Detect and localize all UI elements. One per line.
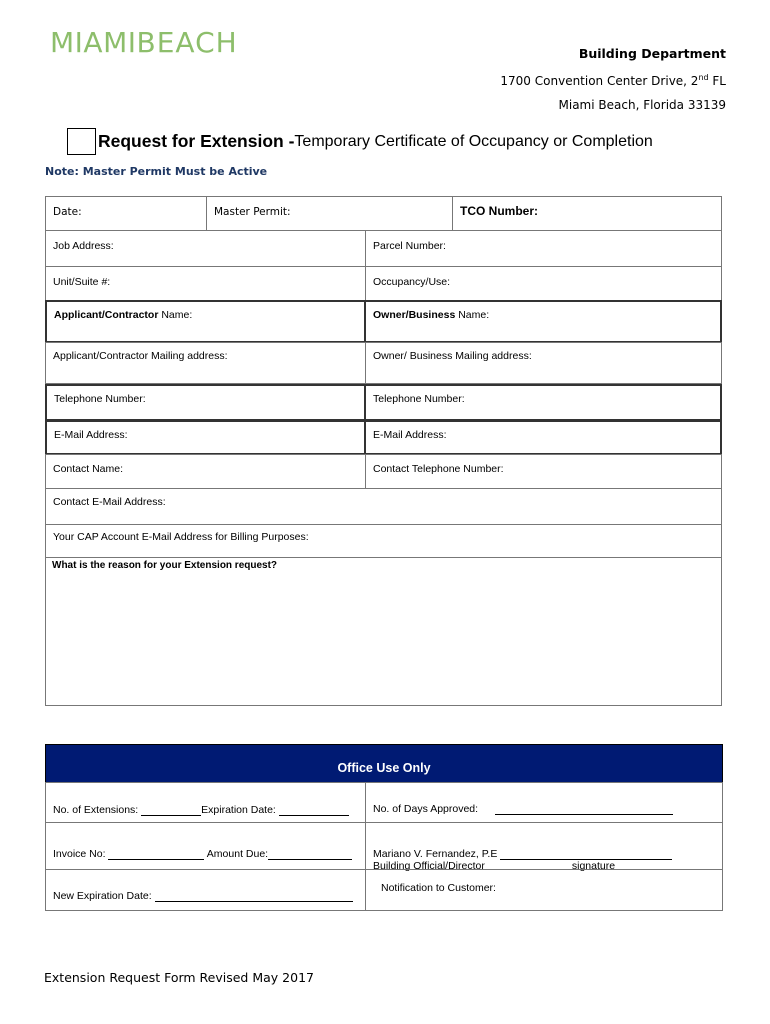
expiration-date-line bbox=[279, 805, 349, 816]
owner-email-label: E-Mail Address: bbox=[373, 429, 447, 441]
official-title: Building Official/Director bbox=[373, 860, 485, 872]
signature-line bbox=[500, 849, 672, 860]
owner-telephone-field[interactable] bbox=[364, 384, 722, 421]
reason-field[interactable] bbox=[45, 557, 722, 706]
tco-number-field[interactable] bbox=[452, 196, 722, 231]
applicant-name-label-rest: Name: bbox=[158, 309, 193, 321]
address-line-2: Miami Beach, Florida 33139 bbox=[558, 98, 726, 112]
unit-suite-field[interactable] bbox=[45, 266, 366, 301]
owner-mailing-label: Owner/ Business Mailing address: bbox=[373, 350, 532, 362]
applicant-email-label: E-Mail Address: bbox=[54, 429, 128, 441]
days-approved-field[interactable] bbox=[365, 782, 723, 823]
amount-due-label: Amount Due: bbox=[206, 848, 269, 860]
applicant-mailing-label: Applicant/Contractor Mailing address: bbox=[53, 350, 228, 362]
invoice-no-line bbox=[108, 849, 204, 860]
owner-name-label-bold: Owner/Business bbox=[373, 309, 456, 321]
date-field[interactable] bbox=[45, 196, 207, 231]
department-name: Building Department bbox=[578, 46, 726, 61]
address-line-1-text: 1700 Convention Center Drive, 2 bbox=[500, 74, 699, 88]
official-signature-field[interactable] bbox=[365, 822, 723, 870]
applicant-email-field[interactable] bbox=[45, 420, 366, 455]
master-permit-note: Note: Master Permit Must be Active bbox=[45, 165, 268, 178]
applicant-name-label-bold: Applicant/Contractor bbox=[54, 309, 159, 321]
days-approved-line bbox=[495, 804, 673, 815]
form-title-row bbox=[67, 128, 653, 155]
signature-label: signature bbox=[571, 860, 616, 872]
contact-telephone-field[interactable] bbox=[365, 454, 722, 489]
address-line-1-post: FL bbox=[708, 74, 726, 88]
master-permit-field[interactable] bbox=[206, 196, 453, 231]
reason-label: What is the reason for your Extension request? bbox=[52, 560, 278, 571]
contact-email-label: Contact E-Mail Address: bbox=[53, 496, 166, 508]
contact-name-field[interactable] bbox=[45, 454, 366, 489]
notification-label: Notification to Customer: bbox=[381, 882, 496, 894]
logo-miami: MIAMI bbox=[50, 26, 137, 59]
form-revision-footer: Extension Request Form Revised May 2017 bbox=[44, 970, 314, 985]
job-address-field[interactable] bbox=[45, 230, 366, 267]
address-line-1-sup: nd bbox=[698, 73, 709, 82]
applicant-telephone-label: Telephone Number: bbox=[54, 393, 146, 405]
invoice-no-label: Invoice No: bbox=[53, 848, 106, 860]
amount-due-line bbox=[268, 849, 352, 860]
master-permit-label: Master Permit: bbox=[214, 206, 291, 218]
days-approved-label: No. of Days Approved: bbox=[373, 803, 479, 815]
notification-field[interactable] bbox=[365, 869, 723, 911]
cap-email-field[interactable] bbox=[45, 524, 722, 558]
tco-number-label: TCO Number: bbox=[460, 204, 538, 218]
num-extensions-label: No. of Extensions: bbox=[53, 804, 139, 816]
department-address-block bbox=[500, 42, 726, 117]
miami-beach-logo bbox=[50, 26, 238, 59]
extension-request-checkbox[interactable] bbox=[67, 128, 96, 155]
applicant-name-field[interactable] bbox=[45, 300, 366, 343]
unit-suite-label: Unit/Suite #: bbox=[53, 276, 111, 288]
occupancy-use-label: Occupancy/Use: bbox=[373, 276, 451, 288]
contact-name-label: Contact Name: bbox=[53, 463, 124, 475]
job-address-label: Job Address: bbox=[53, 240, 114, 252]
official-name-row bbox=[373, 848, 715, 860]
cap-email-label: Your CAP Account E-Mail Address for Billing Purposes: bbox=[53, 531, 309, 543]
invoice-amount-field[interactable] bbox=[45, 822, 366, 870]
contact-email-field[interactable] bbox=[45, 488, 722, 525]
form-title-main: Request for Extension - bbox=[98, 131, 295, 151]
owner-telephone-label: Telephone Number: bbox=[373, 393, 465, 405]
parcel-number-label: Parcel Number: bbox=[373, 240, 446, 252]
date-label: Date: bbox=[53, 206, 82, 218]
occupancy-use-field[interactable] bbox=[365, 266, 722, 301]
new-expiration-field[interactable] bbox=[45, 869, 366, 911]
office-use-heading bbox=[45, 744, 723, 783]
extensions-expiration-field[interactable] bbox=[45, 782, 366, 823]
applicant-telephone-field[interactable] bbox=[45, 384, 366, 421]
form-title-sub: Temporary Certificate of Occupancy or Completion bbox=[294, 132, 653, 150]
contact-telephone-label: Contact Telephone Number: bbox=[373, 463, 504, 475]
expiration-date-label: Expiration Date: bbox=[201, 804, 276, 816]
official-name: Mariano V. Fernandez, P.E bbox=[373, 848, 498, 860]
new-expiration-label: New Expiration Date: bbox=[53, 890, 152, 902]
parcel-number-field[interactable] bbox=[365, 230, 722, 267]
logo-beach: BEACH bbox=[136, 26, 238, 59]
applicant-mailing-field[interactable] bbox=[45, 342, 366, 384]
num-extensions-line bbox=[141, 805, 201, 816]
new-expiration-line bbox=[155, 891, 353, 902]
owner-name-field[interactable] bbox=[364, 300, 722, 343]
address-line-1 bbox=[500, 66, 726, 93]
owner-email-field[interactable] bbox=[364, 420, 722, 455]
owner-mailing-field[interactable] bbox=[365, 342, 722, 384]
owner-name-label-rest: Name: bbox=[455, 309, 490, 321]
office-use-heading-text: Office Use Only bbox=[337, 761, 431, 775]
